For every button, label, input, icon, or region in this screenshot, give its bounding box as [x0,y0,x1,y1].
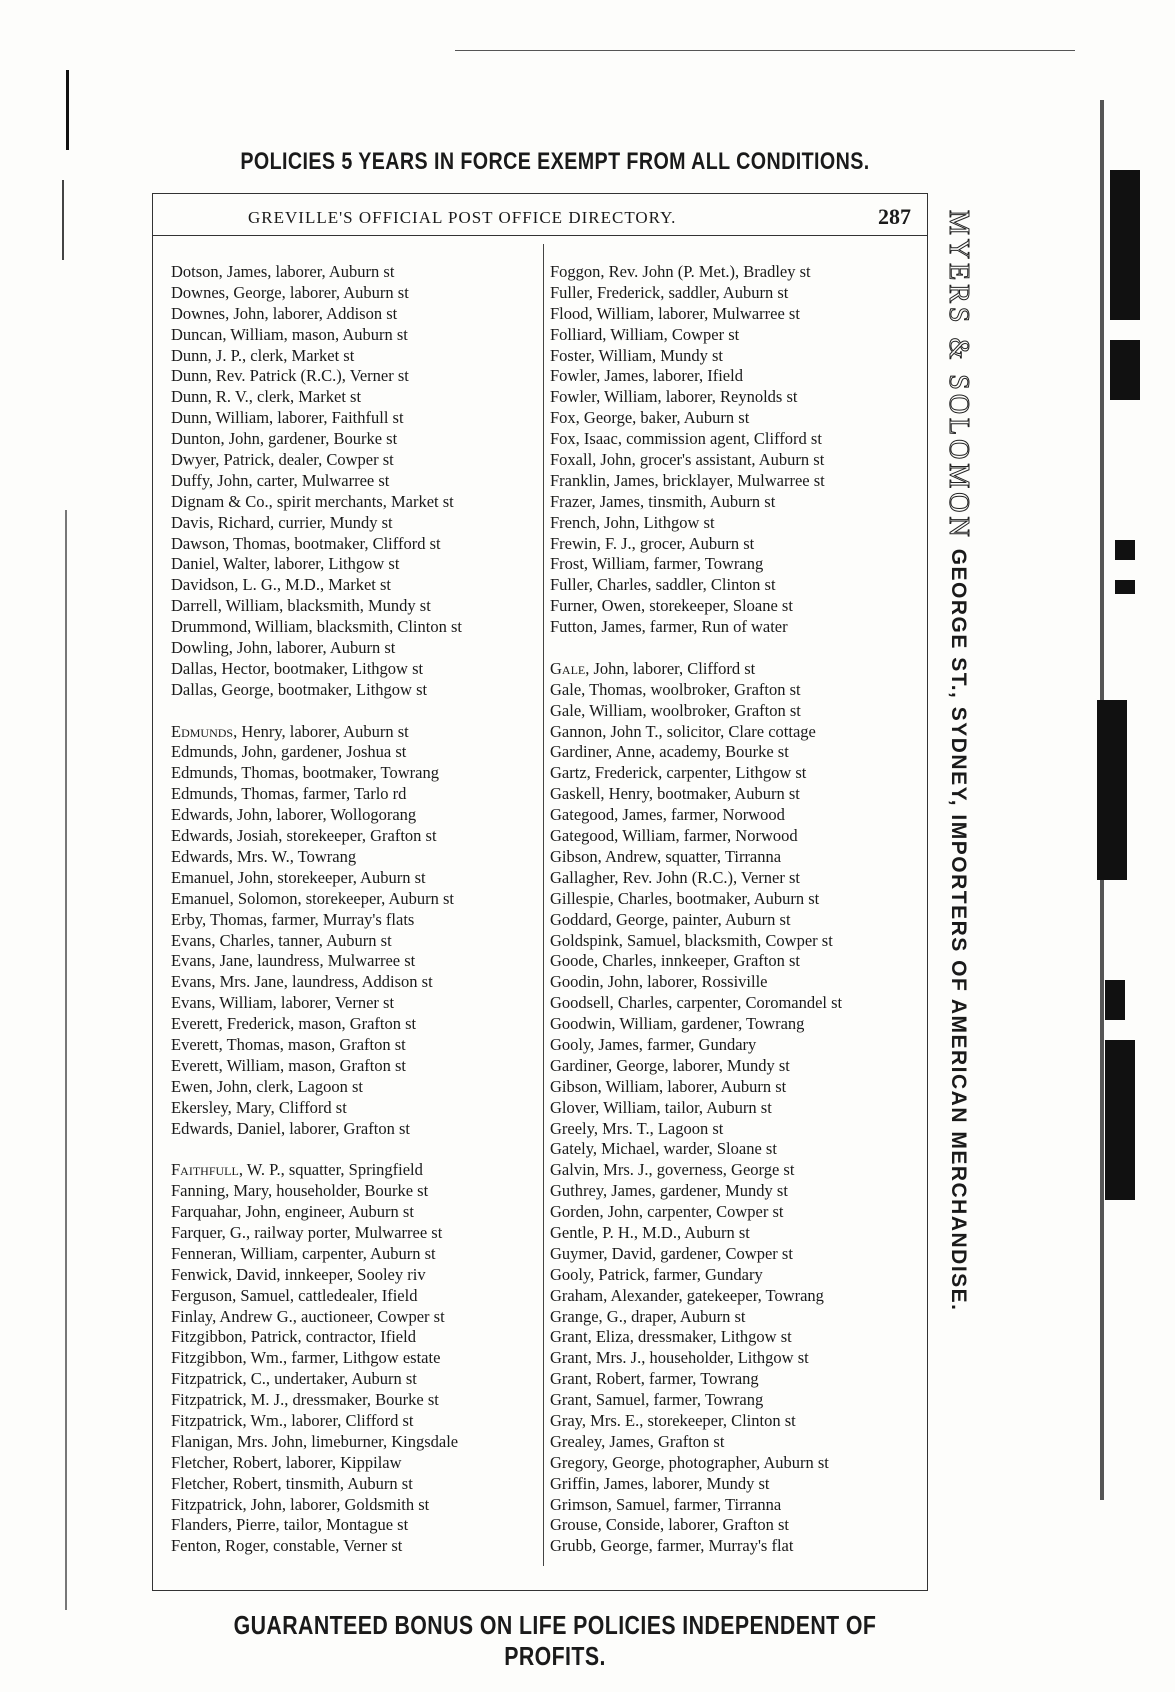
page-binding-edge [1085,40,1175,1690]
directory-entry: Edmunds, Henry, laborer, Auburn st [171,721,409,741]
right-column [550,262,842,1557]
directory-entry: Davidson, L. G., M.D., Market st [171,575,391,595]
directory-entry: Fitzgibbon, Wm., farmer, Lithgow estate [171,1348,441,1368]
directory-entry: Duffy, John, carter, Mulwarree st [171,470,390,490]
directory-entry: Fowler, William, laborer, Reynolds st [550,387,798,407]
directory-entry: Evans, Mrs. Jane, laundress, Addison st [171,972,433,992]
directory-entry: Gannon, John T., solicitor, Clare cottage [550,721,816,741]
directory-entry: Grealey, James, Grafton st [550,1431,725,1451]
directory-entry: Flanders, Pierre, tailor, Montague st [171,1515,409,1535]
directory-entry: French, John, Lithgow st [550,512,715,532]
directory-entry: Drummond, William, blacksmith, Clinton st [171,617,462,637]
directory-entry: Dallas, George, bootmaker, Lithgow st [171,679,428,699]
directory-entry: Gregory, George, photographer, Auburn st [550,1452,829,1472]
section-gap [550,638,842,659]
directory-entry: Edwards, Mrs. W., Towrang [171,846,357,866]
side-advert [940,210,976,1600]
directory-entry: Davis, Richard, currier, Mundy st [171,512,393,532]
directory-entry: Grouse, Conside, laborer, Grafton st [550,1515,789,1535]
directory-entry: Faithfull, W. P., squatter, Springfield [171,1160,423,1180]
directory-entry: Futton, James, farmer, Run of water [550,617,788,637]
directory-entry: Edmunds, Thomas, farmer, Tarlo rd [171,784,407,804]
directory-entry: Fenton, Roger, constable, Verner st [171,1536,403,1556]
directory-entry: Goodsell, Charles, carpenter, Coromandel st [550,993,843,1013]
directory-entry: Evans, Charles, tanner, Auburn st [171,930,392,950]
directory-entry: Edmunds, Thomas, bootmaker, Towrang [171,763,439,783]
directory-entry: Gardiner, George, laborer, Mundy st [550,1055,790,1075]
directory-entry: Goode, Charles, innkeeper, Grafton st [550,951,800,971]
directory-entry: Gooly, James, farmer, Gundary [550,1034,757,1054]
directory-entry: Glover, William, tailor, Auburn st [550,1097,772,1117]
directory-entry: Evans, William, laborer, Verner st [171,993,395,1013]
directory-entry: Ferguson, Samuel, cattledealer, Ifield [171,1285,418,1305]
directory-entry: Evans, Jane, laundress, Mulwarree st [171,951,416,971]
directory-entry: Gale, John, laborer, Clifford st [550,658,756,678]
directory-entry: Goldspink, Samuel, blacksmith, Cowper st [550,930,833,950]
top-banner: POLICIES 5 YEARS IN FORCE EXEMPT FROM ALL CONDITIONS. [240,148,870,175]
directory-entry: Foggon, Rev. John (P. Met.), Bradley st [550,262,811,281]
directory-entry: Ewen, John, clerk, Lagoon st [171,1076,363,1096]
directory-entry: Fletcher, Robert, laborer, Kippilaw [171,1452,402,1472]
column-divider [543,244,544,1566]
directory-entry: Fox, George, baker, Auburn st [550,408,750,428]
directory-entry: Downes, George, laborer, Auburn st [171,282,409,302]
directory-entry: Fitzpatrick, C., undertaker, Auburn st [171,1369,417,1389]
directory-entry: Guthrey, James, gardener, Mundy st [550,1181,788,1201]
directory-entry: Fox, Isaac, commission agent, Clifford st [550,429,822,449]
directory-entry: Dunton, John, gardener, Bourke st [171,429,398,449]
bottom-banner: GUARANTEED BONUS ON LIFE POLICIES INDEPENDENT OF PROFITS. [233,1610,877,1671]
directory-entry: Dunn, William, laborer, Faithfull st [171,408,404,428]
directory-entry: Greely, Mrs. T., Lagoon st [550,1118,724,1138]
directory-entry: Goodwin, William, gardener, Towrang [550,1014,805,1034]
directory-entry: Goddard, George, painter, Auburn st [550,909,791,929]
directory-entry: Grant, Robert, farmer, Towrang [550,1369,759,1389]
directory-entry: Finlay, Andrew G., auctioneer, Cowper st [171,1306,445,1326]
directory-entry: Fuller, Frederick, saddler, Auburn st [550,282,789,302]
directory-entry: Dunn, Rev. Patrick (R.C.), Verner st [171,366,409,386]
directory-entry: Gooly, Patrick, farmer, Gundary [550,1264,763,1284]
directory-entry: Grant, Mrs. J., householder, Lithgow st [550,1348,809,1368]
directory-entry: Grimson, Samuel, farmer, Tirranna [550,1494,782,1514]
side-advert-address: GEORGE ST., SYDNEY, IMPORTERS OF AMERICAN MERCHANDISE. [947,548,970,1312]
page-title: GREVILLE'S OFFICIAL POST OFFICE DIRECTORY. [248,208,677,227]
directory-entry: Gorden, John, carpenter, Cowper st [550,1202,784,1222]
directory-entry: Erby, Thomas, farmer, Murray's flats [171,909,415,929]
directory-entry: Flanigan, Mrs. John, limeburner, Kingsdale [171,1431,459,1451]
directory-entry: Foster, William, Mundy st [550,345,724,365]
directory-entry: Frewin, F. J., grocer, Auburn st [550,533,755,553]
page-left-edge [0,60,80,1680]
directory-entry: Guymer, David, gardener, Cowper st [550,1243,793,1263]
directory-entry: Gategood, William, farmer, Norwood [550,826,798,846]
directory-entry: Fuller, Charles, saddler, Clinton st [550,575,776,595]
directory-entry: Farquer, G., railway porter, Mulwarree st [171,1222,443,1242]
directory-entry: Gillespie, Charles, bootmaker, Auburn st [550,888,820,908]
directory-entry: Fletcher, Robert, tinsmith, Auburn st [171,1473,413,1493]
directory-entry: Gardiner, Anne, academy, Bourke st [550,742,789,762]
directory-entry: Gentle, P. H., M.D., Auburn st [550,1222,750,1242]
directory-entry: Fitzgibbon, Patrick, contractor, Ifield [171,1327,416,1347]
directory-entry: Dwyer, Patrick, dealer, Cowper st [171,450,394,470]
directory-entry: Gray, Mrs. E., storekeeper, Clinton st [550,1410,796,1430]
directory-entry: Gibson, Andrew, squatter, Tirranna [550,846,782,866]
section-gap [171,701,462,722]
directory-entry: Dallas, Hector, bootmaker, Lithgow st [171,658,424,678]
section-gap [171,1139,462,1160]
directory-entry: Downes, John, laborer, Addison st [171,303,398,323]
directory-entry: Franklin, James, bricklayer, Mulwarree st [550,470,825,490]
directory-entry: Gale, Thomas, woolbroker, Grafton st [550,679,801,699]
directory-entry: Fitzpatrick, John, laborer, Goldsmith st [171,1494,430,1514]
directory-entry: Edwards, Josiah, storekeeper, Grafton st [171,826,437,846]
directory-entry: Everett, Frederick, mason, Grafton st [171,1014,417,1034]
directory-entry: Fitzpatrick, M. J., dressmaker, Bourke st [171,1390,439,1410]
directory-entry: Frazer, James, tinsmith, Auburn st [550,491,776,511]
directory-entry: Frost, William, farmer, Towrang [550,554,764,574]
directory-entry: Dotson, James, laborer, Auburn st [171,262,395,281]
top-rule [455,50,1075,51]
directory-entry: Emanuel, Solomon, storekeeper, Auburn st [171,888,454,908]
directory-entry: Fitzpatrick, Wm., laborer, Clifford st [171,1410,414,1430]
directory-entry: Foxall, John, grocer's assistant, Auburn st [550,450,825,470]
directory-entry: Everett, William, mason, Grafton st [171,1055,407,1075]
directory-entry: Grant, Samuel, farmer, Towrang [550,1390,764,1410]
directory-entry: Fowler, James, laborer, Ifield [550,366,743,386]
directory-entry: Duncan, William, mason, Auburn st [171,324,408,344]
directory-entry: Dunn, J. P., clerk, Market st [171,345,355,365]
directory-entry: Grange, G., draper, Auburn st [550,1306,746,1326]
directory-entry: Everett, Thomas, mason, Grafton st [171,1034,406,1054]
directory-entry: Folliard, William, Cowper st [550,324,740,344]
directory-entry: Flood, William, laborer, Mulwarree st [550,303,800,323]
directory-entry: Gibson, William, laborer, Auburn st [550,1076,787,1096]
directory-entry: Griffin, James, laborer, Mundy st [550,1473,770,1493]
directory-entry: Grant, Eliza, dressmaker, Lithgow st [550,1327,792,1347]
directory-entry: Dunn, R. V., clerk, Market st [171,387,362,407]
directory-entry: Gale, William, woolbroker, Grafton st [550,700,801,720]
directory-entry: Farquahar, John, engineer, Auburn st [171,1202,414,1222]
directory-page-frame [152,193,928,1591]
directory-entry: Edmunds, John, gardener, Joshua st [171,742,407,762]
directory-entry: Fanning, Mary, householder, Bourke st [171,1181,429,1201]
directory-entry: Edwards, John, laborer, Wollogorang [171,805,417,825]
left-column [171,262,462,1557]
directory-entry: Goodin, John, laborer, Rossiville [550,972,768,992]
directory-entry: Edwards, Daniel, laborer, Grafton st [171,1118,410,1138]
directory-entry: Fenneran, William, carpenter, Auburn st [171,1243,436,1263]
page-number: 287 [878,204,911,229]
directory-entry: Dawson, Thomas, bootmaker, Clifford st [171,533,441,553]
directory-entry: Ekersley, Mary, Clifford st [171,1097,347,1117]
directory-entry: Dignam & Co., spirit merchants, Market st [171,491,454,511]
directory-entry: Darrell, William, blacksmith, Mundy st [171,596,431,616]
directory-entry: Daniel, Walter, laborer, Lithgow st [171,554,400,574]
directory-entry: Gategood, James, farmer, Norwood [550,805,785,825]
side-advert-firm: MYERS & SOLOMON [943,210,974,541]
page-header [153,194,927,236]
directory-entry: Emanuel, John, storekeeper, Auburn st [171,867,426,887]
directory-entry: Gartz, Frederick, carpenter, Lithgow st [550,763,807,783]
directory-entry: Gaskell, Henry, bootmaker, Auburn st [550,784,800,804]
directory-entry: Dowling, John, laborer, Auburn st [171,638,396,658]
directory-entry: Fenwick, David, innkeeper, Sooley riv [171,1264,426,1284]
directory-entry: Furner, Owen, storekeeper, Sloane st [550,596,793,616]
directory-entry: Galvin, Mrs. J., governess, George st [550,1160,795,1180]
directory-entry: Gallagher, Rev. John (R.C.), Verner st [550,867,800,887]
directory-entry: Grubb, George, farmer, Murray's flat [550,1536,794,1556]
directory-entry: Gately, Michael, warder, Sloane st [550,1139,777,1159]
directory-entry: Graham, Alexander, gatekeeper, Towrang [550,1285,824,1305]
